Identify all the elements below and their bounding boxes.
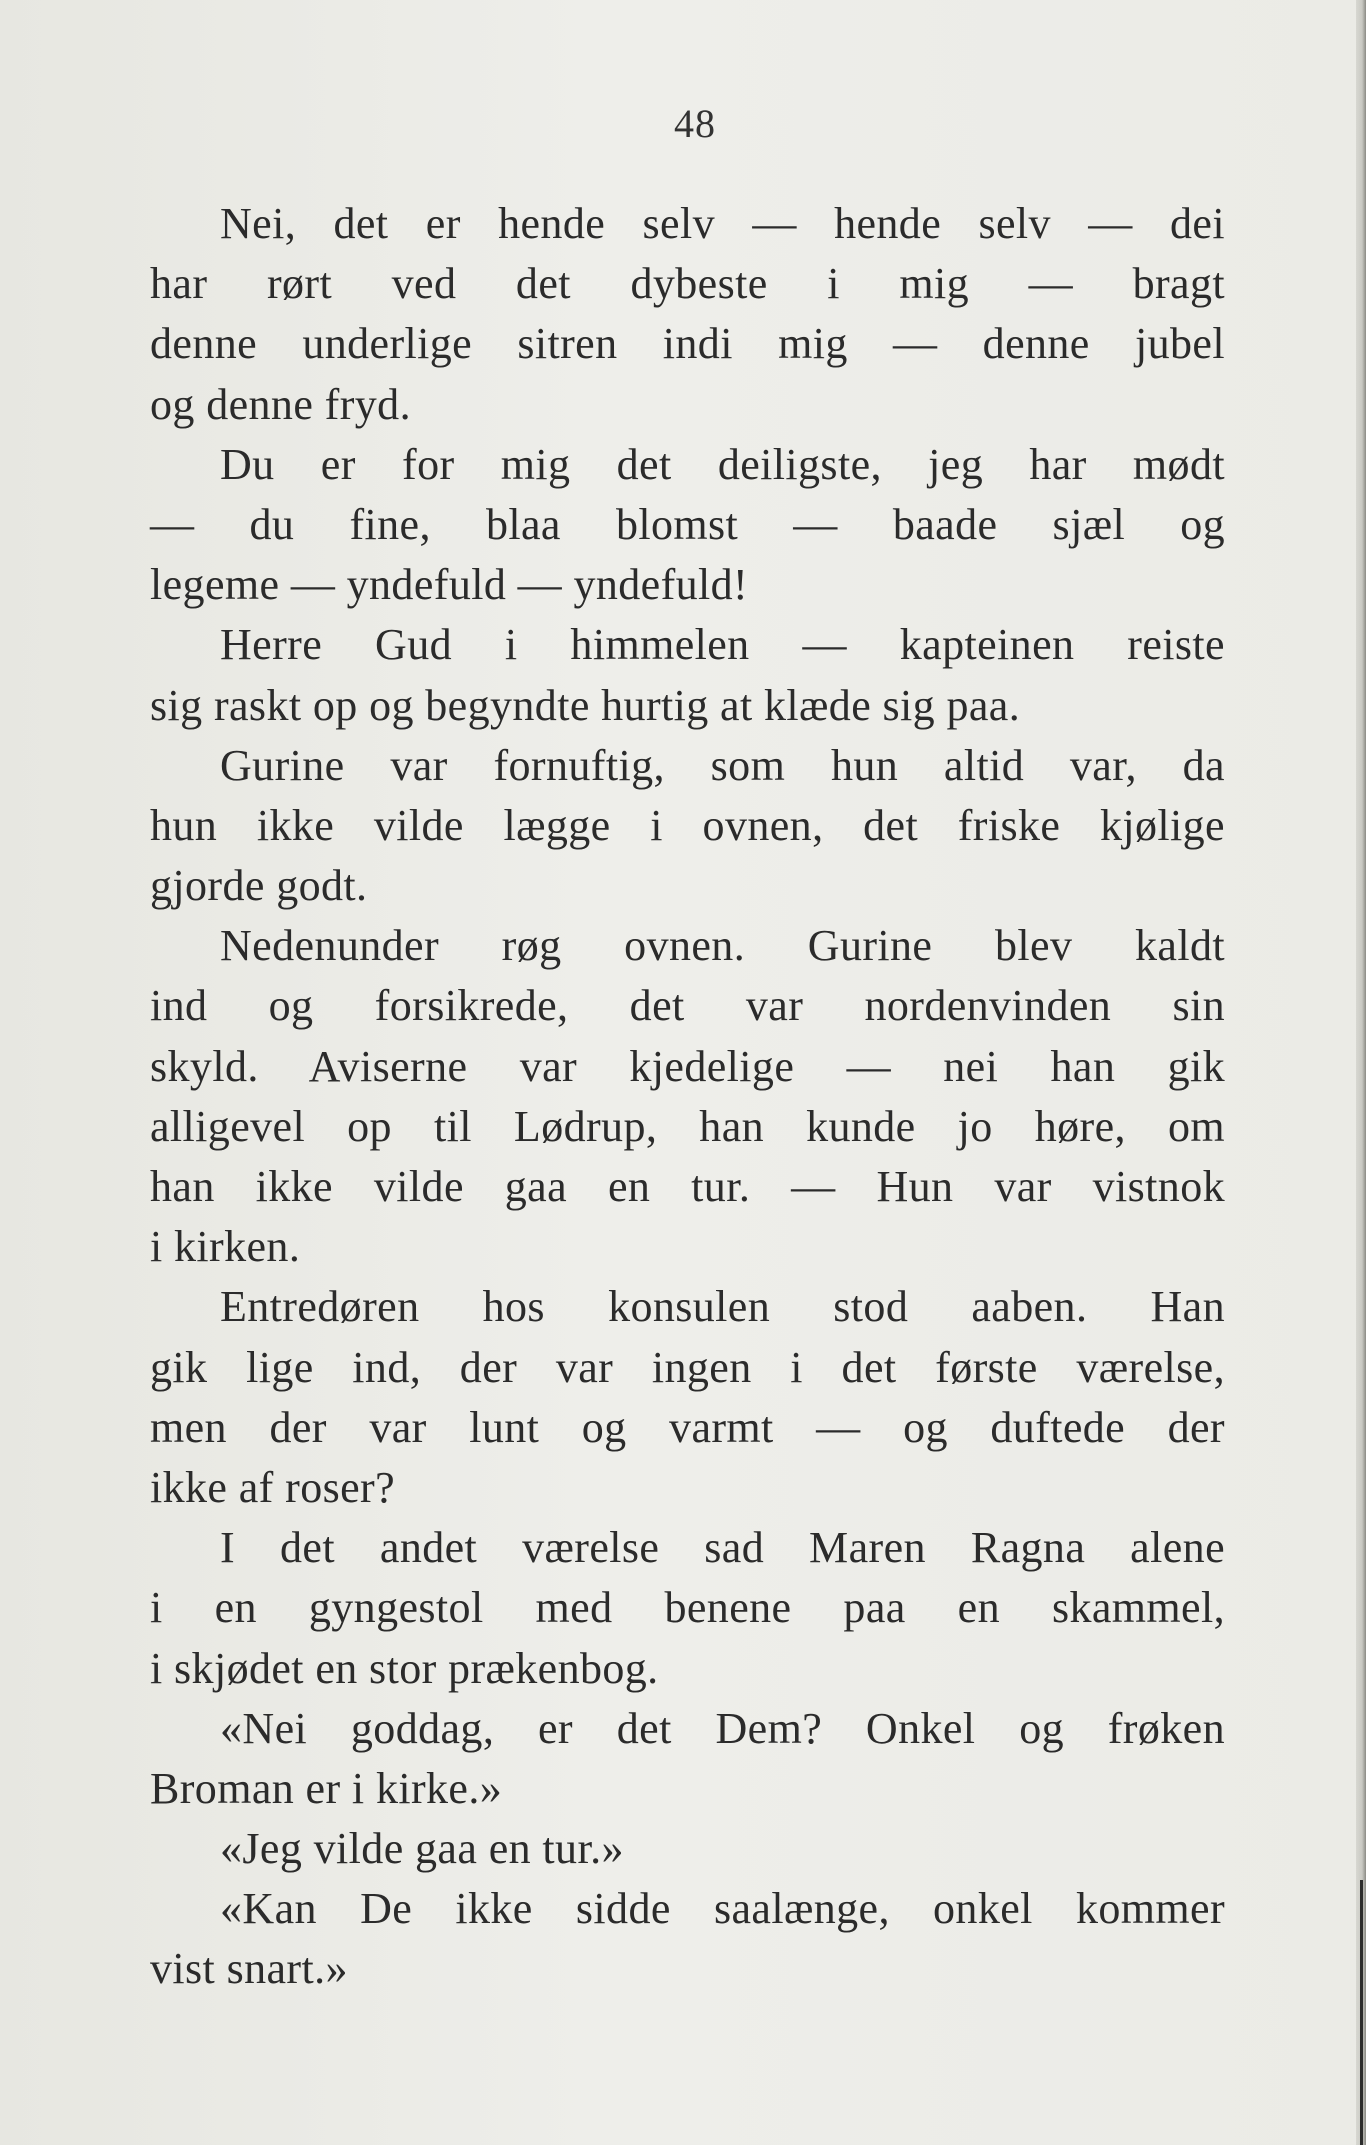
text-line: Entredøren hos konsulen stod aaben. Han — [220, 1282, 1225, 1332]
text-line: og denne fryd. — [150, 379, 411, 429]
text-line: gjorde godt. — [150, 861, 368, 911]
text-line: «Kan De ikke sidde saalænge, onkel kommer — [220, 1884, 1225, 1934]
text-line: hun ikke vilde lægge i ovnen, det friske kjølige — [150, 800, 1225, 850]
text-line: i kirken. — [150, 1222, 301, 1272]
text-line: Nei, det er hende selv — hende selv — dei — [220, 199, 1225, 248]
text-line: men der var lunt og varmt — og duftede der — [150, 1402, 1225, 1452]
text-line: legeme — yndefuld — yndefuld! — [150, 560, 749, 610]
text-line: sig raskt op og begyndte hurtig at klæde sig paa. — [150, 680, 1021, 730]
text-line: «Nei goddag, er det Dem? Onkel og frøken — [220, 1703, 1225, 1753]
text-line: — du fine, blaa blomst — baade sjæl og — [150, 499, 1225, 549]
text-line: vist snart.» — [150, 1944, 348, 1994]
page-number: 48 — [674, 101, 716, 146]
text-line: denne underlige sitren indi mig — denne jubel — [150, 319, 1225, 369]
text-line: ikke af roser? — [150, 1462, 396, 1512]
text-line: har rørt ved det dybeste i mig — bragt — [150, 259, 1225, 309]
text-line: ind og forsikrede, det var nordenvinden sin — [150, 981, 1225, 1031]
page-edge-shadow — [1360, 1880, 1363, 2145]
text-line: Du er for mig det deiligste, jeg har mødt — [220, 439, 1225, 489]
text-line: skyld. Aviserne var kjedelige — nei han gik — [150, 1041, 1225, 1091]
text-line: alligevel op til Lødrup, han kunde jo høre, om — [150, 1101, 1225, 1151]
text-line: I det andet værelse sad Maren Ragna alene — [220, 1523, 1225, 1573]
text-line: Herre Gud i himmelen — kapteinen reiste — [220, 620, 1225, 670]
text-line: han ikke vilde gaa en tur. — Hun var vistnok — [150, 1162, 1225, 1211]
page-edge — [1356, 0, 1366, 2145]
text-line: Gurine var fornuftig, som hun altid var, da — [220, 740, 1225, 790]
text-line: i skjødet en stor prækenbog. — [150, 1643, 659, 1693]
text-line: i en gyngestol med benene paa en skammel, — [150, 1583, 1225, 1633]
page-text — [150, 194, 1225, 2000]
text-line: Nedenunder røg ovnen. Gurine blev kaldt — [220, 921, 1225, 971]
text-line: gik lige ind, der var ingen i det første værelse, — [150, 1342, 1225, 1392]
text-line: «Jeg vilde gaa en tur.» — [220, 1824, 624, 1874]
text-line: Broman er i kirke.» — [150, 1763, 503, 1813]
